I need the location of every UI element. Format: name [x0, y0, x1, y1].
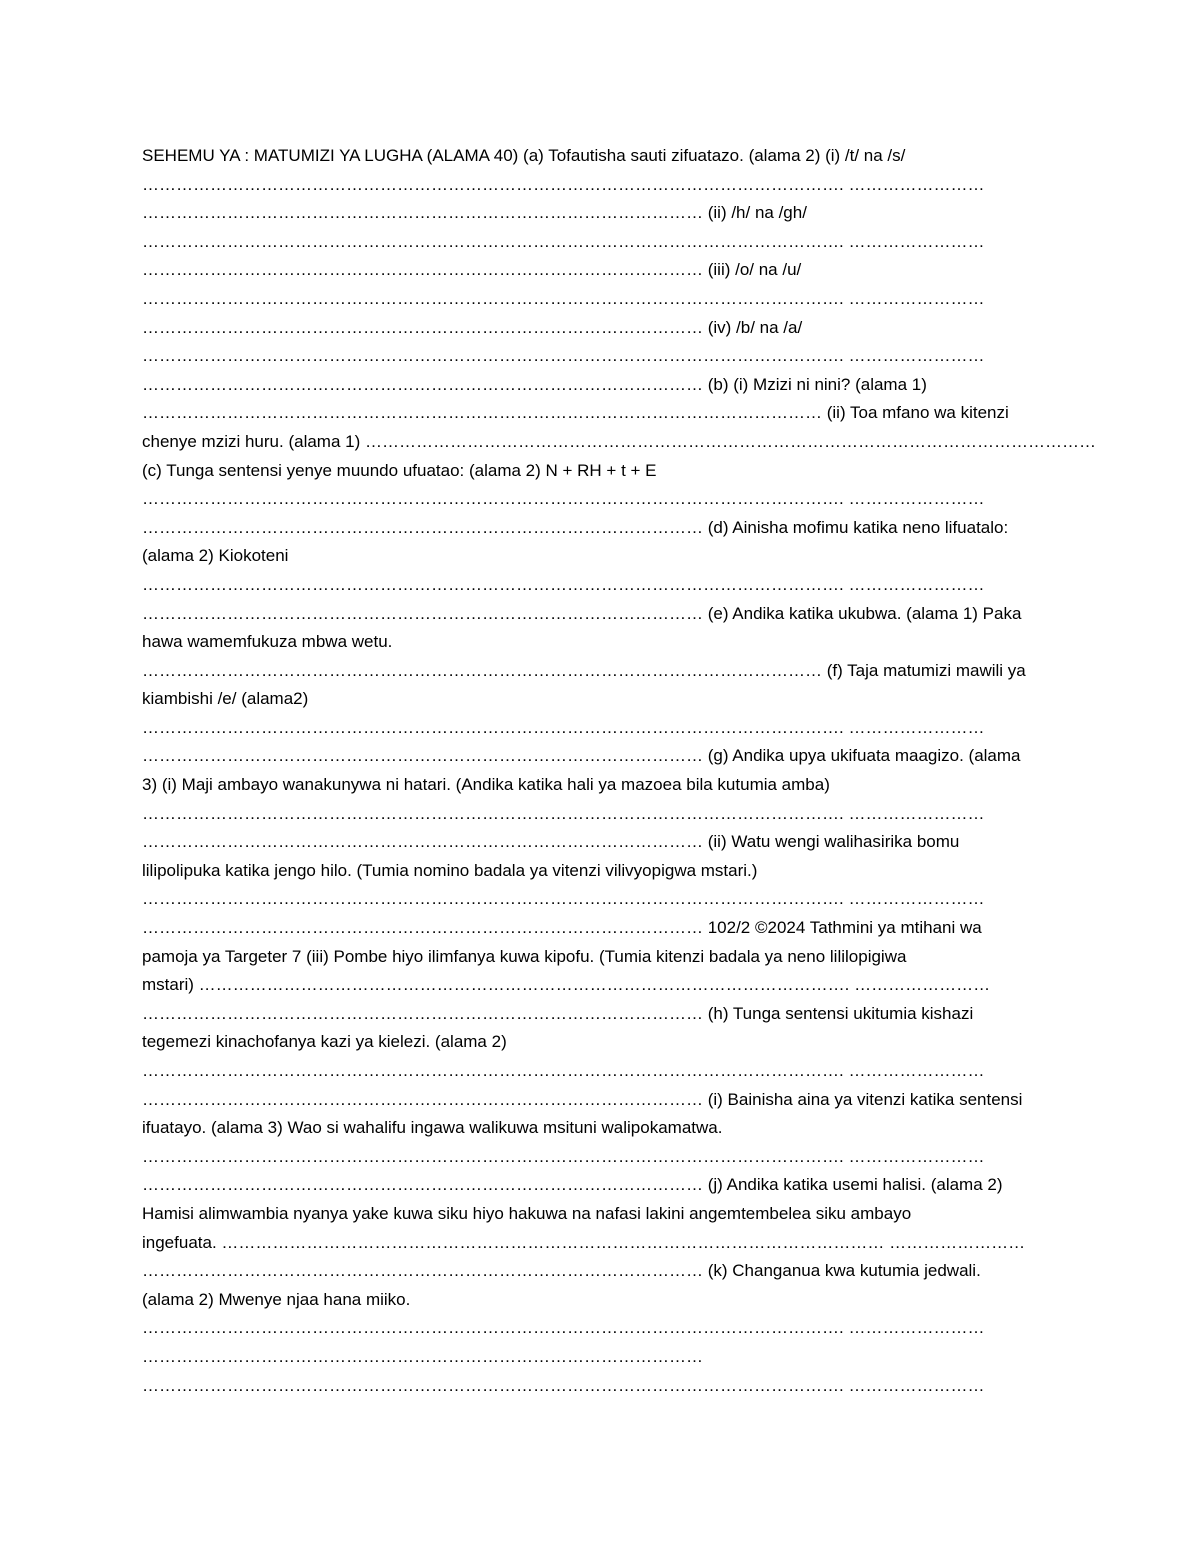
text-line: mstari) ……………………………………………………………………………………………………. …………………… [142, 975, 991, 995]
text-line: ……………………………………………………………………………………… (b) (i) Mzizi ni nini? (alama 1) [142, 374, 927, 394]
text-line: ……………………………………………………………………………………………………………. …………………… [142, 1375, 985, 1395]
text-line: lilipolipuka katika jengo hilo. (Tumia nomino badala ya vitenzi vilivyopigwa mstari.) [142, 860, 758, 880]
text-line: ……………………………………………………………………………………………………………. …………………… [142, 489, 985, 509]
text-line: ………………………………………………………………………………………………………… (f) Taja matumizi mawili ya [142, 660, 1026, 680]
text-line: ……………………………………………………………………………………………………………. …………………… [142, 574, 985, 594]
document-body [142, 142, 1096, 1400]
text-line: ……………………………………………………………………………………… (e) Andika katika ukubwa. (alama 1) Paka [142, 603, 1022, 623]
text-line: ……………………………………………………………………………………… 102/2 ©2024 Tathmini ya mtihani wa [142, 918, 982, 938]
text-line: hawa wamemfukuza mbwa wetu. [142, 632, 393, 652]
text-line: ……………………………………………………………………………………… (iii) /o/ na /u/ [142, 260, 802, 280]
text-line: ……………………………………………………………………………………… (ii) /h/ na /gh/ [142, 203, 807, 223]
text-line: ……………………………………………………………………………………………………………. …………………… [142, 803, 985, 823]
text-line: ……………………………………………………………………………………… (d) Ainisha mofimu katika neno lifuatalo: [142, 517, 1009, 537]
text-line: ……………………………………………………………………………………………………………. …………………… [142, 288, 985, 308]
text-line: SEHEMU YA : MATUMIZI YA LUGHA (ALAMA 40) (a) Tofautisha sauti zifuatazo. (alama 2) (i) /t/ na /s/ [142, 146, 906, 165]
text-line: chenye mzizi huru. (alama 1) ………………………………………………………………………………………………………………… [142, 431, 1096, 451]
text-line: (alama 2) Kiokoteni [142, 546, 289, 566]
text-line: ……………………………………………………………………………………………………………. …………………… [142, 889, 985, 909]
text-line: ……………………………………………………………………………………… (g) Andika upya ukifuata maagizo. (alama [142, 746, 1021, 766]
text-line: ……………………………………………………………………………………… (ii) Watu wengi walihasirika bomu [142, 832, 960, 852]
text-line: (c) Tunga sentensi yenye muundo ufuatao: (alama 2) N + RH + t + E [142, 460, 657, 480]
text-line: ……………………………………………………………………………………… (j) Andika katika usemi halisi. (alama 2) [142, 1175, 1003, 1195]
text-line: (alama 2) Mwenye njaa hana miiko. [142, 1289, 411, 1309]
text-line: ………………………………………………………………………………………………………… (ii) Toa mfano wa kitenzi [142, 403, 1009, 423]
text-line: ……………………………………………………………………………………………………………. …………………… [142, 346, 985, 366]
text-line: pamoja ya Targeter 7 (iii) Pombe hiyo ilimfanya kuwa kipofu. (Tumia kitenzi badala ya neno lililopigiwa [142, 946, 907, 966]
text-line: 3) (i) Maji ambayo wanakunywa ni hatari. (Andika katika hali ya mazoea bila kutumia amba) [142, 775, 830, 795]
text-line: ……………………………………………………………………………………… (iv) /b/ na /a/ [142, 317, 803, 337]
text-line: ……………………………………………………………………………………………………………. …………………… [142, 717, 985, 737]
text-line: ……………………………………………………………………………………………………………. …………………… [142, 1061, 985, 1080]
text-line: ……………………………………………………………………………………… (h) Tunga sentensi ukitumia kishazi [142, 1003, 974, 1023]
text-line: ……………………………………………………………………………………………………………. …………………… [142, 174, 985, 194]
text-line: kiambishi /e/ (alama2) [142, 689, 309, 709]
text-line: tegemezi kinachofanya kazi ya kielezi. (alama 2) [142, 1032, 507, 1052]
text-line: ……………………………………………………………………………………………………………. …………………… [142, 1146, 985, 1166]
text-line: ……………………………………………………………………………………………………………. …………………… [142, 231, 985, 251]
text-line: ……………………………………………………………………………………… (k) Changanua kwa kutumia jedwali. [142, 1261, 981, 1281]
text-line: ifuatayo. (alama 3) Wao si wahalifu ingawa walikuwa msituni walipokamatwa. [142, 1118, 723, 1138]
text-line: Hamisi alimwambia nyanya yake kuwa siku hiyo hakuwa na nafasi lakini angemtembelea siku ambayo [142, 1203, 912, 1223]
text-line: ……………………………………………………………………………………… (i) Bainisha aina ya vitenzi katika sentensi [142, 1089, 1023, 1109]
text-line: ……………………………………………………………………………………………………………. …………………… [142, 1318, 985, 1338]
text-line: ingefuata. ……………………………………………………………………………………………………… …………………… [142, 1232, 1026, 1252]
text-line: ……………………………………………………………………………………… [142, 1346, 703, 1366]
